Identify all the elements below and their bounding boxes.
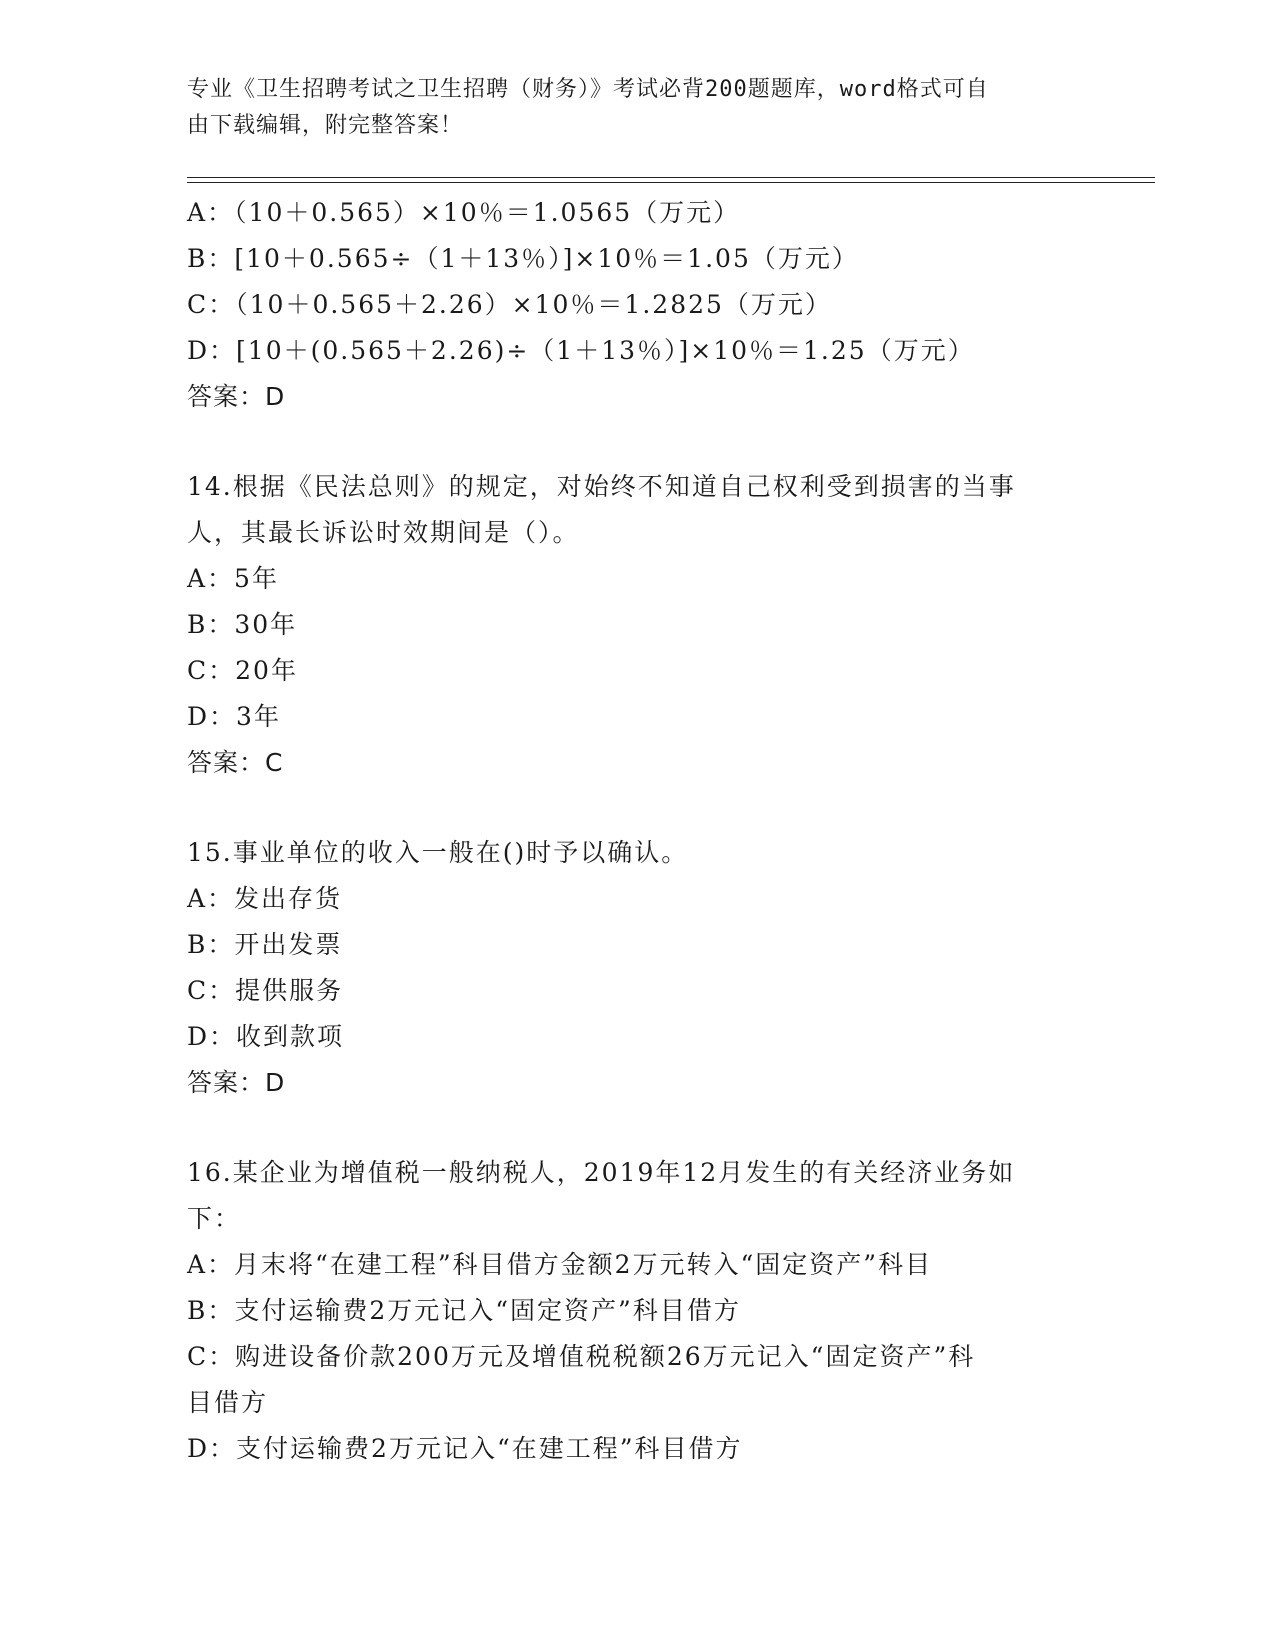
option-c: C：提供服务	[187, 976, 344, 1005]
option-a: A：发出存货	[187, 884, 343, 913]
question-stem: 14.根据《民法总则》的规定，对始终不知道自己权利受到损害的当事	[187, 472, 1016, 501]
header-line-2: 由下载编辑，附完整答案！	[187, 113, 464, 138]
option-a: A：（10＋0.565）×10％＝1.0565（万元）	[187, 198, 741, 227]
option-a: A：5年	[187, 564, 279, 593]
option-d: D：3年	[187, 702, 281, 731]
option-c-continued: 目借方	[187, 1388, 269, 1417]
option-c: C：（10＋0.565＋2.26）×10％＝1.2825（万元）	[187, 290, 832, 319]
question-list	[187, 190, 1087, 1472]
option-b: B：支付运输费2万元记入“固定资产”科目借方	[187, 1296, 741, 1325]
question-stem: 16.某企业为增值税一般纳税人，2019年12月发生的有关经济业务如	[187, 1158, 1016, 1187]
question-stem-continued: 人，其最长诉讼时效期间是（）。	[187, 518, 580, 547]
header-divider	[187, 177, 1155, 183]
answer-line: 答案：D	[187, 382, 286, 411]
answer-line: 答案：C	[187, 748, 284, 777]
question-16	[187, 1150, 1087, 1472]
option-d: D：支付运输费2万元记入“在建工程”科目借方	[187, 1434, 743, 1463]
answer-line: 答案：D	[187, 1068, 286, 1097]
document-header	[187, 72, 1067, 144]
question-14	[187, 464, 1087, 786]
option-c: C：购进设备价款200万元及增值税税额26万元记入“固定资产”科	[187, 1342, 976, 1371]
question-13	[187, 190, 1087, 420]
question-stem: 15.事业单位的收入一般在()时予以确认。	[187, 838, 689, 867]
option-d: D：收到款项	[187, 1022, 345, 1051]
question-15	[187, 830, 1087, 1106]
option-a: A：月末将“在建工程”科目借方金额2万元转入“固定资产”科目	[187, 1250, 933, 1279]
question-stem-continued: 下：	[187, 1204, 242, 1233]
header-line-1: 专业《卫生招聘考试之卫生招聘（财务）》考试必背200题题库，word格式可自	[187, 77, 989, 102]
option-c: C：20年	[187, 656, 298, 685]
option-d: D：[10＋(0.565＋2.26)÷（1＋13％）]×10％＝1.25（万元）	[187, 336, 975, 365]
option-b: B：30年	[187, 610, 298, 639]
option-b: B：开出发票	[187, 930, 343, 959]
option-b: B：[10＋0.565÷（1＋13％）]×10％＝1.05（万元）	[187, 244, 859, 273]
